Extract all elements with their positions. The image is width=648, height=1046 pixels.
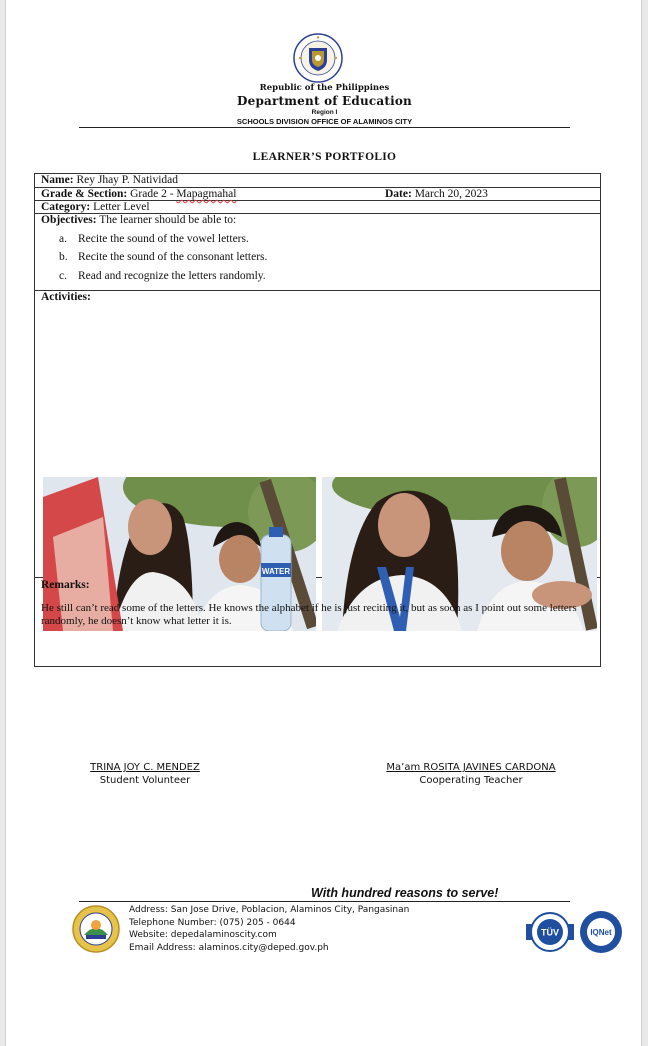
bottle-label: WATER — [261, 567, 291, 576]
objective-marker: b. — [59, 251, 68, 263]
remarks-label: Remarks: — [41, 579, 90, 591]
cert1-label: TÜV — [541, 927, 559, 938]
website-link[interactable]: Website: depedalaminoscity.com — [129, 930, 277, 941]
objective-item — [59, 251, 267, 263]
signatory-role: Student Volunteer — [99, 775, 191, 786]
objective-item — [59, 270, 266, 282]
category-value: Letter Level — [93, 201, 150, 213]
objectives-row — [35, 214, 600, 291]
signatory-right — [376, 762, 566, 786]
portfolio-form — [34, 173, 601, 667]
iqnet-certification-icon — [579, 910, 623, 954]
address-text: Address: San Jose Drive, Poblacion, Alaminos City, Pangasinan — [129, 905, 410, 915]
category-row — [35, 201, 600, 214]
motto-text: With hundred reasons to serve! — [311, 886, 499, 900]
page-title: LEARNER’S PORTFOLIO — [252, 151, 397, 163]
name-value: Rey Jhay P. Natividad — [76, 174, 179, 186]
section-value: Mapagmahal — [176, 188, 237, 200]
activities-row — [35, 291, 600, 578]
objectives-intro: The learner should be able to: — [99, 214, 237, 226]
grade-label: Grade & Section: — [41, 188, 128, 200]
grade-value: Grade 2 - — [130, 188, 177, 200]
name-label: Name: — [41, 174, 74, 186]
email-link[interactable]: Email Address: alaminos.city@deped.gov.ph — [129, 943, 329, 954]
document-page — [5, 0, 642, 1046]
signatory-name: TRINA JOY C. MENDEZ — [90, 762, 200, 773]
objective-marker: a. — [59, 233, 67, 245]
tuv-certification-icon — [524, 910, 576, 954]
objective-text: Recite the sound of the vowel letters. — [78, 233, 249, 245]
objective-text: Recite the sound of the consonant letters. — [78, 251, 268, 263]
objectives-label: Objectives: — [41, 214, 97, 226]
cert2-label: IQNet — [590, 928, 612, 937]
remarks-text: He still can’t read some of the letters. He knows the alphabet if he is just reciting it, but as soon as I point out some letters randomly, he doesn’t know what letter it is. — [41, 602, 577, 627]
header-divider — [79, 127, 570, 128]
signatory-name: Ma’am ROSITA JAVINES CARDONA — [386, 762, 556, 773]
activities-label: Activities: — [41, 291, 91, 303]
republic-heading: Republic of the Philippines — [259, 83, 390, 93]
contact-block — [129, 904, 409, 955]
division-heading: SCHOOLS DIVISION OFFICE OF ALAMINOS CITY — [236, 117, 413, 126]
region-heading: Region I — [311, 109, 338, 116]
deped-seal-icon — [293, 33, 343, 83]
telephone-text: Telephone Number: (075) 205 - 0644 — [129, 917, 296, 928]
category-label: Category: — [41, 201, 91, 213]
objective-marker: c. — [59, 270, 67, 282]
footer-divider — [79, 901, 570, 902]
date-label: Date: — [385, 188, 412, 200]
signatory-role: Cooperating Teacher — [419, 775, 523, 786]
division-logo-icon — [72, 905, 120, 953]
department-heading: Department of Education — [237, 94, 412, 108]
grade-row — [35, 188, 600, 201]
objective-item — [59, 233, 249, 245]
name-row — [35, 174, 600, 188]
objective-text: Read and recognize the letters randomly. — [78, 270, 266, 282]
date-value: March 20, 2023 — [414, 188, 488, 200]
signatory-left — [72, 762, 218, 786]
